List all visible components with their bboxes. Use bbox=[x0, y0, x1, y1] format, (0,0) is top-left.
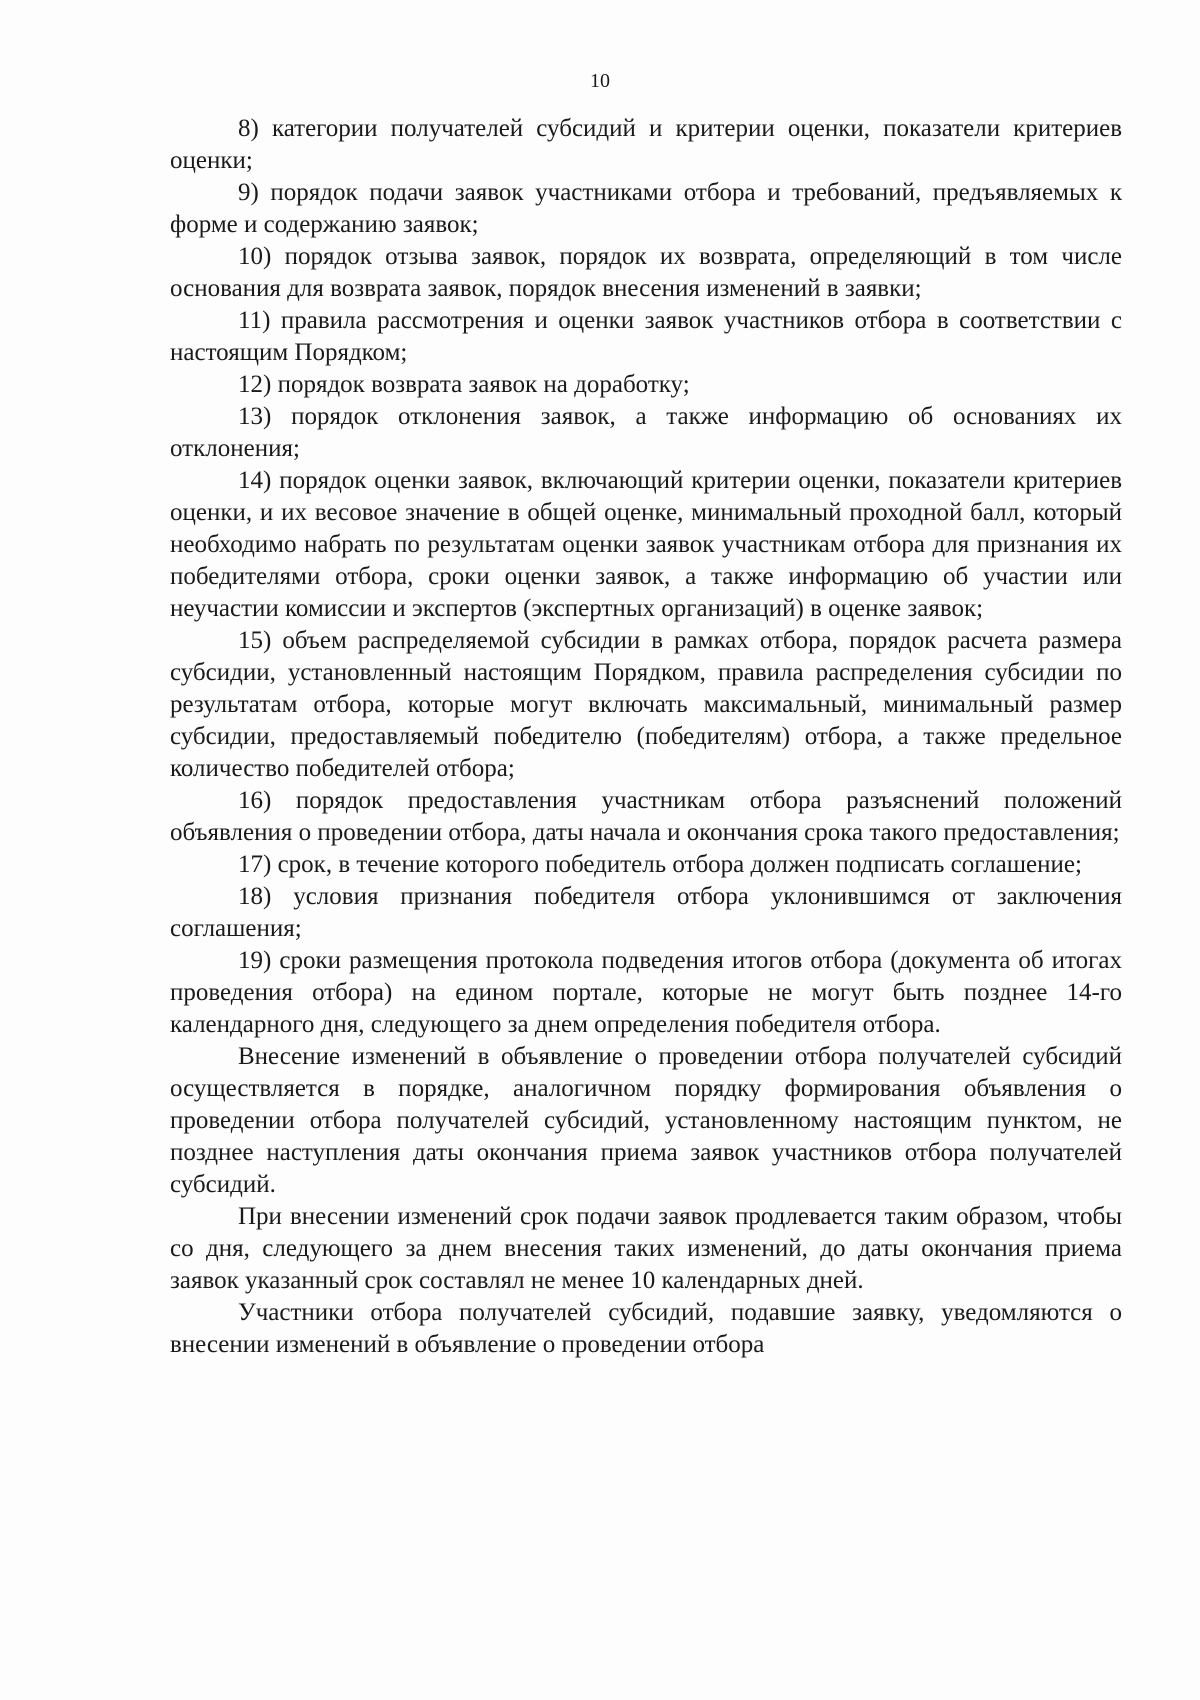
item-text: сроки размещения протокола подведения итогов отбора (документа об итогах проведения отбора) на едином портале, которые не могут быть позднее 14-го календарного дня, следующего за днем определения победителя отбора. bbox=[170, 947, 1122, 1038]
item-number: 17) bbox=[238, 851, 272, 878]
list-item-8 bbox=[170, 113, 1122, 177]
list-item-18 bbox=[170, 881, 1122, 945]
item-number: 9) bbox=[238, 179, 259, 206]
item-text: срок, в течение которого победитель отбора должен подписать соглашение; bbox=[277, 851, 1082, 878]
item-number: 18) bbox=[238, 883, 272, 910]
list-item-9 bbox=[170, 177, 1122, 241]
list-item-19 bbox=[170, 945, 1122, 1041]
document-body bbox=[170, 113, 1122, 1361]
item-number: 14) bbox=[238, 467, 272, 494]
list-item-16 bbox=[170, 785, 1122, 849]
list-item-15 bbox=[170, 625, 1122, 785]
paragraph-amendments: Внесение изменений в объявление о проведении отбора получателей субсидий осуществляется в порядке, аналогичном порядку формирования объявления о проведении отбора получателей субсидий, установленному настоящим пунктом, не позднее наступления даты окончания приема заявок участников отбора получателей субсидий. bbox=[170, 1043, 1122, 1198]
list-item-17 bbox=[170, 849, 1122, 881]
list-item-13 bbox=[170, 401, 1122, 465]
item-number: 15) bbox=[238, 627, 272, 654]
list-item-10 bbox=[170, 241, 1122, 305]
list-item-12 bbox=[170, 369, 1122, 401]
list-item-14 bbox=[170, 465, 1122, 625]
item-text: порядок подачи заявок участниками отбора и требований, предъявляемых к форме и содержанию заявок; bbox=[170, 179, 1122, 238]
item-number: 12) bbox=[238, 371, 272, 398]
item-text: порядок возврата заявок на доработку; bbox=[277, 371, 690, 398]
item-text: правила рассмотрения и оценки заявок участников отбора в соответствии с настоящим Порядком; bbox=[170, 307, 1122, 366]
paragraph-deadline-extension: При внесении изменений срок подачи заявок продлевается таким образом, чтобы со дня, следующего за днем внесения таких изменений, до даты окончания приема заявок указанный срок составлял не менее 10 календарных дней. bbox=[170, 1203, 1122, 1294]
item-number: 8) bbox=[238, 115, 259, 142]
item-number: 11) bbox=[238, 307, 271, 334]
page-number: 10 bbox=[590, 70, 610, 92]
item-number: 10) bbox=[238, 243, 272, 270]
list-item-11 bbox=[170, 305, 1122, 369]
item-text: порядок отклонения заявок, а также информацию об основаниях их отклонения; bbox=[170, 403, 1122, 462]
item-number: 13) bbox=[238, 403, 272, 430]
item-text: категории получателей субсидий и критерии оценки, показатели критериев оценки; bbox=[170, 115, 1122, 174]
item-number: 19) bbox=[238, 947, 272, 974]
paragraph-participants-notice: Участники отбора получателей субсидий, подавшие заявку, уведомляются о внесении изменений в объявление о проведении отбора bbox=[170, 1299, 1122, 1358]
item-number: 16) bbox=[238, 787, 272, 814]
item-text: порядок отзыва заявок, порядок их возврата, определяющий в том числе основания для возврата заявок, порядок внесения изменений в заявки; bbox=[170, 243, 1123, 302]
item-text: порядок предоставления участникам отбора разъяснений положений объявления о проведении отбора, даты начала и окончания срока такого предоставления; bbox=[170, 787, 1123, 846]
item-text: порядок оценки заявок, включающий критерии оценки, показатели критериев оценки, и их весовое значение в общей оценке, минимальный проходной балл, который необходимо набрать по результатам оценки заявок участникам отбора для признания их победителями отбора, сроки оценки заявок, а также информацию об участии или неучастии комиссии и экспертов (экспертных организаций) в оценке заявок; bbox=[170, 467, 1122, 622]
item-text: условия признания победителя отбора уклонившимся от заключения соглашения; bbox=[170, 883, 1123, 942]
item-text: объем распределяемой субсидии в рамках отбора, порядок расчета размера субсидии, установленный настоящим Порядком, правила распределения субсидии по результатам отбора, которые могут включать максимальный, минимальный размер субсидии, предоставляемый победителю (победителям) отбора, а также предельное количество победителей отбора; bbox=[170, 627, 1122, 782]
